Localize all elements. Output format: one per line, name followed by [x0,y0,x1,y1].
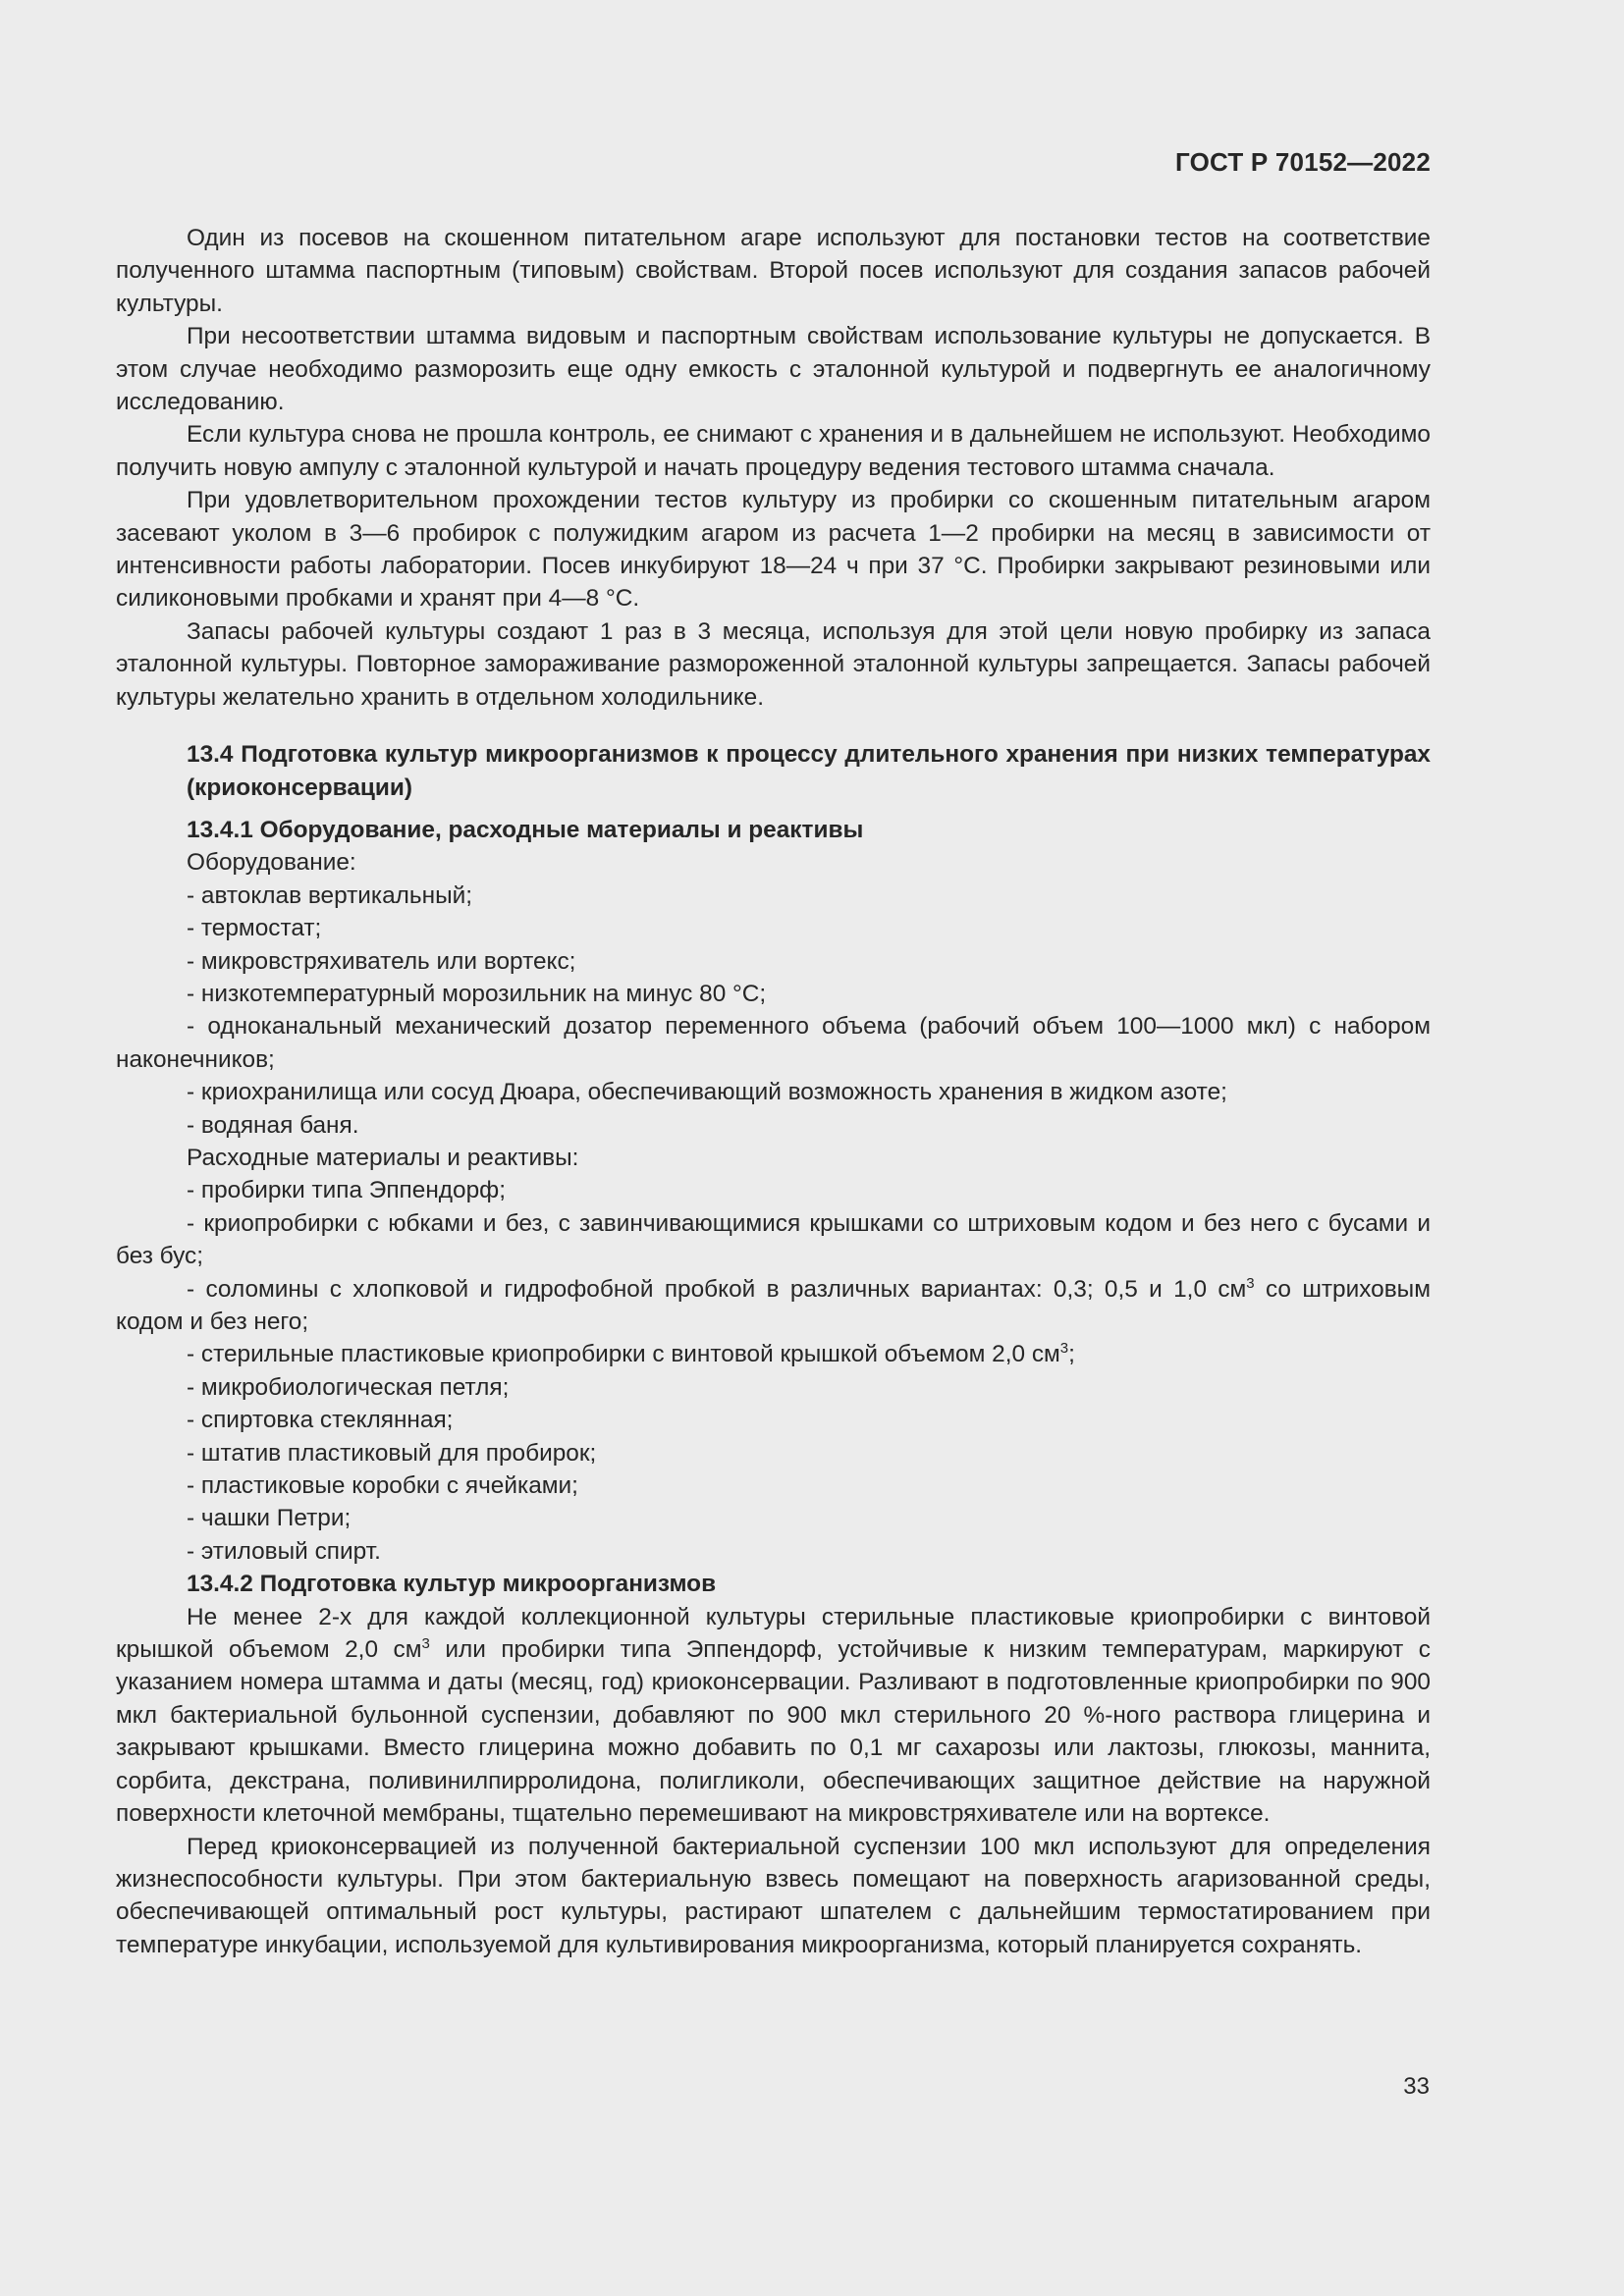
list-item: - штатив пластиковый для пробирок; [187,1439,597,1467]
paragraph-text: или пробирки типа Эппендорф, устойчивые к низким температурам, маркируют с указанием номера штамма и даты (месяц, год) криоконсервации. Разливают в подготовленные криопробирки по 900 мкл бактериальной бульонной суспензии, добавляют по 900 мкл стерильного 20 %-ного раствора глицерина и закрывают крышками. Вместо глицерина можно добавить по 0,1 мг сахарозы или лактозы, глюкозы, маннита, сорбита, декстрана, поливинилпирролидона, полигликоли, обеспечивающих защитное действие на наружной поверхности клеточной мембраны, тщательно перемешивают на микровстряхивателе или на вортексе. [116,1636,1431,1828]
paragraph: При несоответствии штамма видовым и паспортным свойствам использование культуры не допускается. В этом случае необходимо разморозить еще одну емкость с эталонной культурой и подвергнуть ее аналогичному исследованию. [116,323,1431,416]
list-item: - чашки Петри; [187,1505,352,1532]
list-item: - низкотемпературный морозильник на минус 80 °C; [187,980,767,1007]
superscript: 3 [1246,1274,1255,1292]
section-heading-13-4-2: 13.4.2 Подготовка культур микроорганизмов [187,1571,717,1598]
superscript: 3 [1059,1340,1069,1358]
paragraph [116,1601,1431,1831]
list-item: - одноканальный механический дозатор переменного объема (рабочий объем 100—1000 мкл) с набором наконечников; [116,1013,1431,1073]
list-item [116,1273,1431,1339]
equipment-label: Оборудование: [187,849,356,877]
section-heading-13-4-1: 13.4.1 Оборудование, расходные материалы и реактивы [187,816,864,843]
paragraph: Если культура снова не прошла контроль, ее снимают с хранения и в дальнейшем не используют. Необходимо получить новую ампулу с эталонной культурой и начать процедуру ведения тестового штамма сначала. [116,421,1431,481]
list-item-text: - стерильные пластиковые криопробирки с винтовой крышкой объемом 2,0 см [187,1341,1060,1368]
document-body [116,222,1431,1961]
list-item-text: - соломины с хлопковой и гидрофобной пробкой в различных вариантах: 0,3; 0,5 и 1,0 см [187,1275,1247,1303]
list-item: - криохранилища или сосуд Дюара, обеспечивающий возможность хранения в жидком азоте; [187,1079,1227,1106]
document-id-header: ГОСТ Р 70152—2022 [1175,147,1431,177]
paragraph: Один из посевов на скошенном питательном агаре используют для постановки тестов на соответствие полученного штамма паспортным (типовым) свойствам. Второй посев используют для создания запасов рабочей культуры. [116,225,1431,317]
list-item: - термостат; [187,915,322,942]
list-item: - криопробирки с юбками и без, с завинчивающимися крышками со штриховым кодом и без него с бусами и без бус; [116,1209,1431,1270]
paragraph: Перед криоконсервацией из полученной бактериальной суспензии 100 мкл используют для определения жизнеспособности культуры. При этом бактериальную взвесь помещают на поверхность агаризованной среды, обеспечивающей оптимальный рост культуры, растирают шпателем с дальнейшим термостатированием при температуре инкубации, используемой для культивирования микроорганизма, который планируется сохранять. [116,1833,1431,1958]
paragraph: Запасы рабочей культуры создают 1 раз в 3 месяца, используя для этой цели новую пробирку из запаса эталонной культуры. Повторное замораживание размороженной эталонной культуры запрещается. Запасы рабочей культуры желательно хранить в отдельном холодильнике. [116,617,1431,711]
paragraph-text: Не менее 2-х для каждой коллекционной культуры стерильные пластиковые криопробирки с винтовой крышкой объемом 2,0 см [116,1603,1431,1664]
section-heading-13-4: 13.4 Подготовка культур микроорганизмов к процессу длительного хранения при низких температурах (криоконсервации) [187,741,1431,801]
list-item-text: со штриховым кодом и без него; [116,1275,1431,1335]
list-item: - водяная баня. [187,1111,359,1139]
list-item: - микробиологическая петля; [187,1373,510,1401]
list-item: - пластиковые коробки с ячейками; [187,1472,578,1500]
list-item [116,1338,1431,1370]
list-item: - пробирки типа Эппендорф; [187,1177,506,1204]
materials-label: Расходные материалы и реактивы: [187,1144,579,1171]
superscript: 3 [421,1635,430,1653]
list-item: - спиртовка стеклянная; [187,1407,454,1434]
list-item-text: ; [1068,1341,1075,1368]
page-number: 33 [1403,2073,1430,2100]
list-item: - этиловый спирт. [187,1537,381,1565]
paragraph: При удовлетворительном прохождении тестов культуру из пробирки со скошенным питательным агаром засевают уколом в 3—6 пробирок с полужидким агаром из расчета 1—2 пробирки на месяц в зависимости от интенсивности работы лаборатории. Посев инкубируют 18—24 ч при 37 °C. Пробирки закрывают резиновыми или силиконовыми пробками и хранят при 4—8 °C. [116,487,1431,613]
list-item: - автоклав вертикальный; [187,881,473,909]
list-item: - микровстряхиватель или вортекс; [187,947,576,975]
